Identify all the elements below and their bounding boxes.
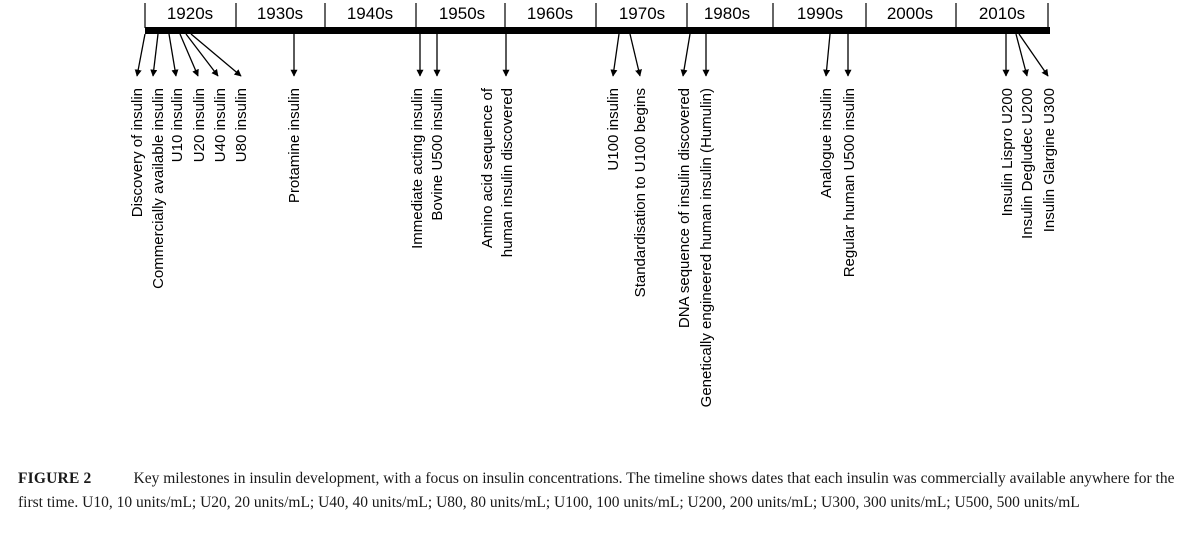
event-label: U20 insulin <box>191 88 208 163</box>
event-arrow <box>613 34 619 76</box>
event-labels <box>129 87 1058 407</box>
event-label: Commercially available insulin <box>150 88 167 289</box>
timeline-bar <box>145 27 1050 34</box>
decade-label-1960s: 1960s <box>526 4 574 23</box>
figure-label: FIGURE 2 <box>18 470 92 487</box>
decade-label-1930s: 1930s <box>256 4 304 23</box>
event-label: U100 insulin <box>605 88 622 171</box>
decade-label-1950s: 1950s <box>438 4 486 23</box>
event-label: Regular human U500 insulin <box>841 88 858 278</box>
event-arrow <box>153 34 158 76</box>
decade-labels <box>145 3 1048 28</box>
event-arrows <box>137 34 1048 76</box>
event-label: DNA sequence of insulin discovered <box>676 88 693 329</box>
event-label: Immediate acting insulin <box>409 88 426 249</box>
decade-label-2010s: 2010s <box>978 4 1026 23</box>
event-arrow <box>169 34 176 76</box>
event-label: Protamine insulin <box>286 88 303 204</box>
event-arrow <box>1019 34 1048 76</box>
event-label: Analogue insulin <box>818 88 835 199</box>
event-arrow <box>137 34 145 76</box>
decade-label-1920s: 1920s <box>166 4 214 23</box>
event-label: Amino acid sequence of <box>479 88 496 249</box>
event-label: Discovery of insulin <box>129 88 146 218</box>
figure-caption <box>18 467 1178 515</box>
event-label: Insulin Lispro U200 <box>999 88 1016 217</box>
event-label: Insulin Degludec U200 <box>1019 88 1036 239</box>
event-label: Bovine U500 insulin <box>429 88 446 221</box>
event-arrow <box>1016 34 1027 76</box>
event-label: Standardisation to U100 begins <box>632 88 649 298</box>
event-label: U80 insulin <box>233 88 250 163</box>
event-label: U10 insulin <box>169 88 186 163</box>
decade-label-1980s: 1980s <box>703 4 751 23</box>
event-arrow <box>186 34 218 76</box>
decade-label-1970s: 1970s <box>618 4 666 23</box>
decade-label-1940s: 1940s <box>346 4 394 23</box>
event-arrow <box>630 34 640 76</box>
event-label: human insulin discovered <box>499 88 516 258</box>
event-label: Genetically engineered human insulin (Humulin) <box>698 88 715 408</box>
caption-text: Key milestones in insulin development, with a focus on insulin concentrations. The timeline shows dates that each insulin was commercially available anywhere for the first time. U10, 10 units/mL; U20, 20 units/mL; U40, 40 units/mL; U80, 80 units/mL; U100, 100 units/mL; U200, 200 units/mL; U300, 300 units/mL; U500, 500 units/mL <box>18 470 1175 511</box>
decade-label-2000s: 2000s <box>886 4 934 23</box>
event-label: U40 insulin <box>212 88 229 163</box>
event-arrow <box>180 34 198 76</box>
event-arrow <box>826 34 830 76</box>
decade-label-1990s: 1990s <box>796 4 844 23</box>
event-arrow <box>191 34 241 76</box>
event-arrow <box>683 34 690 76</box>
event-label: Insulin Glargine U300 <box>1041 88 1058 233</box>
